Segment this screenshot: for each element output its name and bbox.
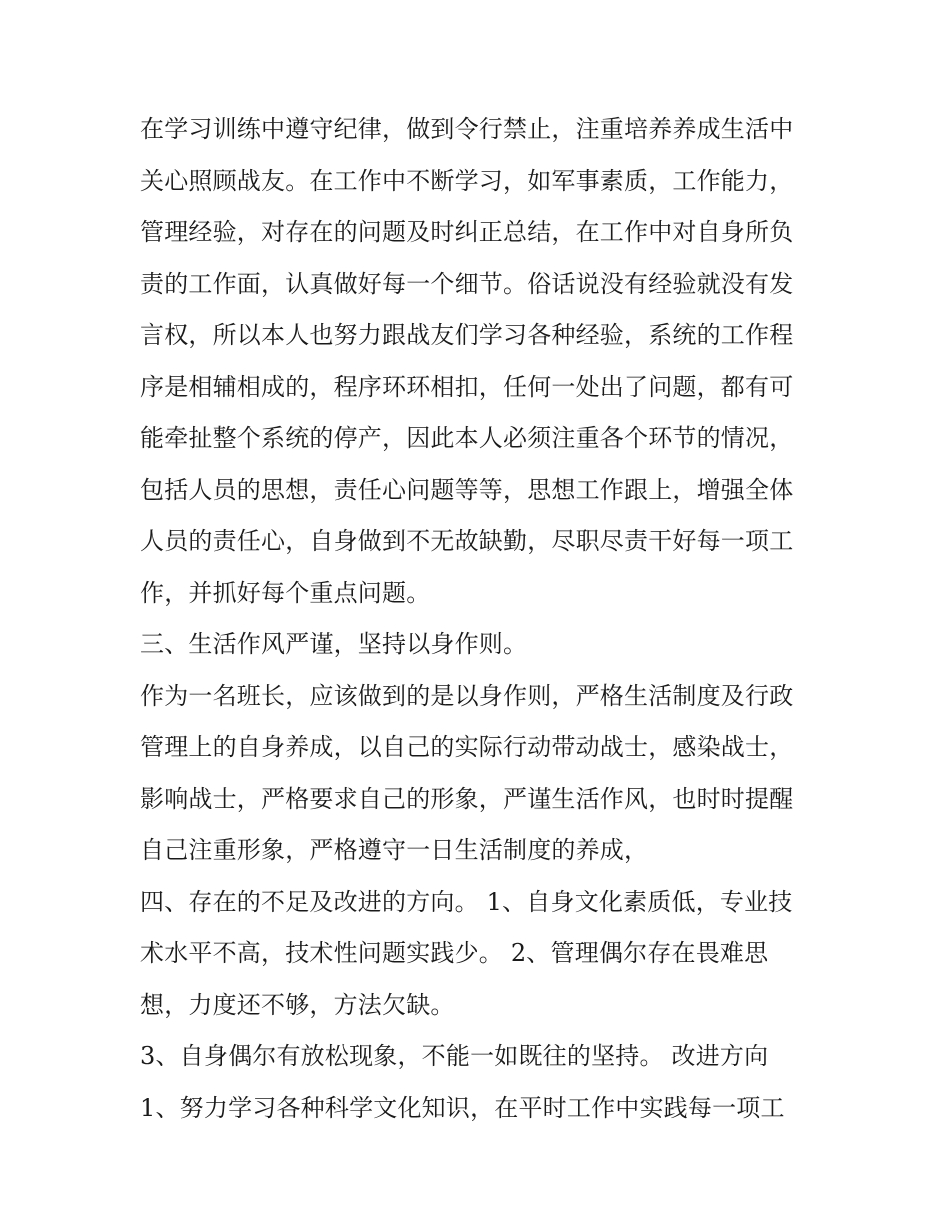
document-body (140, 104, 840, 1134)
section-heading-3: 三、生活作风严谨，坚持以身作则。 (140, 630, 528, 658)
text-line-9: 人员的责任心，自身做到不无故缺勤，尽职尽责干好每一项工 (140, 527, 794, 555)
text-line-14: 影响战士，严格要求自己的形象，严谨生活作风，也时时提醒 (140, 784, 794, 813)
text-line-18: 想，力度还不够，方法欠缺。 (140, 990, 455, 1019)
text-line-13: 管理上的自身养成，以自己的实际行动带动战士，感染战士， (140, 733, 794, 761)
text-line-4: 责的工作面，认真做好每一个细节。俗话说没有经验就没有发 (140, 269, 794, 298)
section-heading-4: 四、存在的不足及改进的方向。 1、自身文化素质低，专业技 (140, 887, 793, 916)
text-line-6: 序是相辅相成的，程序环环相扣，任何一处出了问题，都有可 (140, 372, 794, 401)
text-line-8: 包括人员的思想，责任心问题等等，思想工作跟上，增强全体 (140, 475, 794, 504)
text-line-19: 3、自身偶尔有放松现象，不能一如既往的坚持。 改进方向 (140, 1042, 769, 1070)
text-line-10: 作，并抓好每个重点问题。 (140, 578, 431, 607)
text-line-1: 在学习训练中遵守纪律，做到令行禁止，注重培养养成生活中 (140, 115, 794, 143)
text-line-3: 管理经验，对存在的问题及时纠正总结，在工作中对自身所负 (140, 218, 794, 246)
text-line-5: 言权，所以本人也努力跟战友们学习各种经验，系统的工作程 (140, 321, 794, 349)
text-line-12: 作为一名班长，应该做到的是以身作则，严格生活制度及行政 (140, 681, 794, 710)
text-line-17: 术水平不高，技术性问题实践少。 2、管理偶尔存在畏难思 (140, 939, 769, 967)
text-line-20: 1、努力学习各种科学文化知识，在平时工作中实践每一项工 (140, 1093, 785, 1122)
text-line-15: 自己注重形象，严格遵守一日生活制度的养成， (140, 836, 649, 864)
text-line-7: 能牵扯整个系统的停产，因此本人必须注重各个环节的情况， (140, 424, 794, 452)
text-line-2: 关心照顾战友。在工作中不断学习，如军事素质，工作能力， (140, 166, 794, 195)
